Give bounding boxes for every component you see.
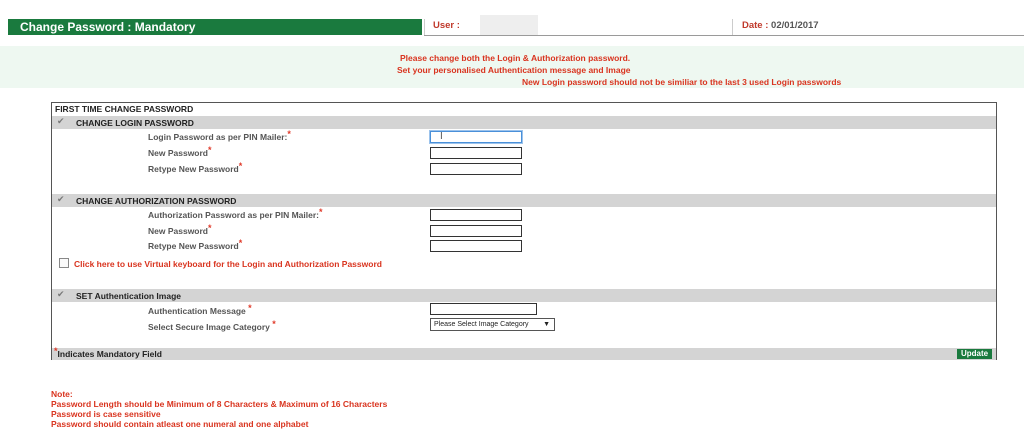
section-authorization-password [52, 194, 996, 207]
user-label: User : [433, 20, 460, 31]
virtual-keyboard-link[interactable]: Click here to use Virtual keyboard for the Login and Authorization Password [74, 259, 382, 269]
form-title: FIRST TIME CHANGE PASSWORD [55, 104, 194, 114]
change-password-form [51, 102, 997, 360]
date-value: 02/01/2017 [771, 20, 819, 31]
field-label: Authentication Message * [148, 303, 252, 316]
field-label: Authorization Password as per PIN Mailer:* [148, 207, 323, 220]
section-label: CHANGE LOGIN PASSWORD [76, 118, 194, 128]
auth-pin-password-input[interactable] [430, 209, 522, 221]
notice-line: Set your personalised Authentication message and Image [397, 65, 631, 75]
field-label: Retype New Password* [148, 161, 243, 174]
login-new-password-input[interactable] [430, 147, 522, 159]
user-name-redacted [480, 15, 538, 35]
image-category-select[interactable] [430, 318, 555, 331]
note-line: Password should contain atleast one numeral and one alphabet [51, 419, 309, 429]
required-asterisk-icon: * [287, 129, 291, 139]
notice-panel [0, 46, 1024, 88]
note-line: Password is case sensitive [51, 409, 161, 419]
notes-heading: Note: [51, 389, 73, 399]
section-label: CHANGE AUTHORIZATION PASSWORD [76, 196, 237, 206]
check-icon: ✔ [57, 194, 65, 204]
required-asterisk-icon: * [208, 223, 212, 233]
date-display [742, 20, 819, 31]
required-asterisk-icon: * [54, 346, 58, 356]
required-asterisk-icon: * [272, 319, 276, 329]
field-label: Retype New Password* [148, 238, 243, 251]
dropdown-arrow-icon: ▼ [543, 321, 550, 328]
text-cursor-icon: I [440, 131, 443, 142]
update-button[interactable]: Update [957, 349, 992, 359]
note-line: Password Length should be Minimum of 8 Characters & Maximum of 16 Characters [51, 399, 388, 409]
header-divider [732, 19, 733, 35]
required-asterisk-icon: * [238, 238, 243, 248]
check-icon: ✔ [57, 116, 65, 126]
field-label: New Password* [148, 223, 212, 236]
auth-retype-password-input[interactable] [430, 240, 522, 252]
header-bar [0, 15, 1024, 37]
required-asterisk-icon: * [238, 161, 243, 171]
auth-new-password-input[interactable] [430, 225, 522, 237]
select-value: Please Select Image Category [434, 321, 529, 328]
virtual-keyboard-checkbox[interactable] [59, 258, 69, 268]
login-retype-password-input[interactable] [430, 163, 522, 175]
login-pin-password-input[interactable] [430, 131, 522, 143]
mandatory-note: *Indicates Mandatory Field [54, 346, 162, 359]
section-label: SET Authentication Image [76, 291, 182, 301]
section-authentication-image [52, 289, 996, 302]
date-label: Date : [742, 20, 769, 31]
required-asterisk-icon: * [208, 145, 212, 155]
header-divider [424, 19, 425, 35]
notice-line: New Login password should not be similiar to the last 3 used Login passwords [522, 77, 842, 87]
required-asterisk-icon: * [318, 207, 323, 217]
notice-line: Please change both the Login & Authorization password. [400, 53, 631, 63]
field-label: Login Password as per PIN Mailer:* [148, 129, 291, 142]
required-asterisk-icon: * [248, 303, 252, 313]
page-title: Change Password : Mandatory [8, 19, 422, 35]
section-login-password [52, 116, 996, 129]
field-label: Select Secure Image Category * [148, 319, 276, 332]
field-label: New Password* [148, 145, 212, 158]
form-footer [52, 348, 996, 360]
check-icon: ✔ [57, 289, 65, 299]
header-underline [424, 35, 1024, 36]
authentication-message-input[interactable] [430, 303, 537, 315]
